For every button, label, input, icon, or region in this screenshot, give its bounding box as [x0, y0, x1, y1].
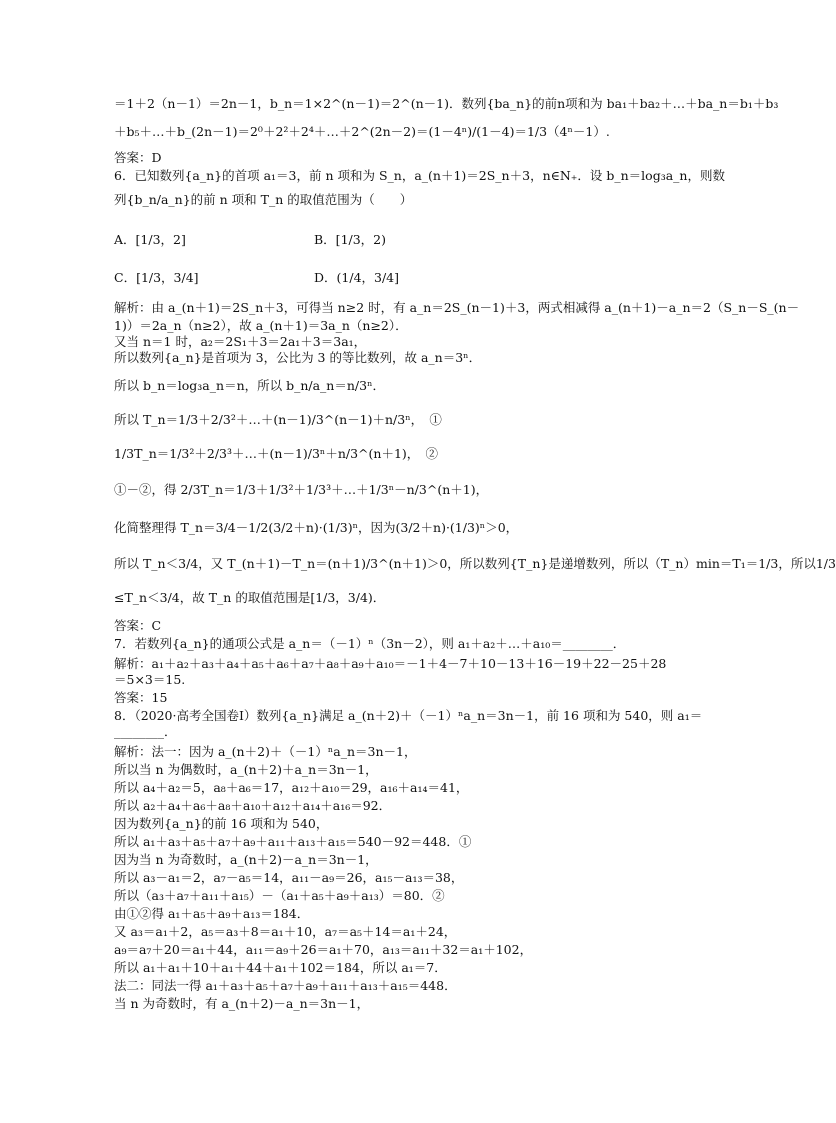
- solution-6-line-8: ①－②，得 2/3T_n＝1/3＋1/3²＋1/3³＋…＋1/3ⁿ－n/3^(n＋1)，: [114, 482, 489, 497]
- solution-8-line-15: 当 n 为奇数时，有 a_(n＋2)－a_n＝3n－1，: [114, 996, 370, 1011]
- solution-8-line-13: 所以 a₁＋a₁＋10＋a₁＋44＋a₁＋102＝184，所以 a₁＝7．: [114, 960, 447, 975]
- solution-6-line-3: 又当 n＝1 时，a₂＝2S₁＋3＝2a₁＋3＝3a₁，: [114, 334, 367, 349]
- question-6-line-1: 6．已知数列{a_n}的首项 a₁＝3，前 n 项和为 S_n，a_(n＋1)＝2S_n＋3，n∈N₊．设 b_n＝log₃a_n，则数: [114, 168, 725, 183]
- solution-6-line-4: 所以数列{a_n}是首项为 3，公比为 3 的等比数列，故 a_n＝3ⁿ．: [114, 350, 482, 365]
- question-8-line-2: ________．: [114, 724, 177, 739]
- answer-5: 答案：D: [114, 150, 162, 165]
- solution-8-line-7: 因为当 n 为奇数时，a_(n＋2)－a_n＝3n－1，: [114, 852, 378, 867]
- solution-6-line-5: 所以 b_n＝log₃a_n＝n，所以 b_n/a_n＝n/3ⁿ．: [114, 378, 385, 393]
- solution-8-line-4: 所以 a₂＋a₄＋a₆＋a₈＋a₁₀＋a₁₂＋a₁₄＋a₁₆＝92．: [114, 798, 392, 813]
- option-d: D．(1/4，3/4]: [314, 270, 400, 285]
- solution-8-line-3: 所以 a₄＋a₂＝5，a₈＋a₆＝17，a₁₂＋a₁₀＝29，a₁₆＋a₁₄＝41，: [114, 780, 469, 795]
- solution-8-line-10: 由①②得 a₁＋a₅＋a₉＋a₁₃＝184．: [114, 906, 310, 921]
- solution-6-line-1: 解析：由 a_(n＋1)＝2S_n＋3，可得当 n≥2 时，有 a_n＝2S_(n－1)＋3，两式相减得 a_(n＋1)－a_n＝2（S_n－S_(n－: [114, 300, 800, 315]
- answer-7: 答案：15: [114, 690, 168, 705]
- question-7: 7．若数列{a_n}的通项公式是 a_n＝（－1）ⁿ（3n－2），则 a₁＋a₂＋…＋a₁₀＝________．: [114, 636, 626, 651]
- solution-8-line-5: 因为数列{a_n}的前 16 项和为 540，: [114, 816, 329, 831]
- question-8-line-1: 8．（2020·高考全国卷Ⅰ）数列{a_n}满足 a_(n＋2)＋（－1）ⁿa_n＝3n－1，前 16 项和为 540，则 a₁＝: [114, 708, 703, 723]
- solution-8-line-11: 又 a₃＝a₁＋2，a₅＝a₃＋8＝a₁＋10，a₇＝a₅＋14＝a₁＋24，: [114, 924, 457, 939]
- solution-6-line-10: 所以 T_n＜3/4，又 T_(n＋1)－T_n＝(n＋1)/3^(n＋1)＞0，所以数列{T_n}是递增数列，所以（T_n）min＝T₁＝1/3，所以1/3: [114, 556, 836, 571]
- solution-6-line-9: 化简整理得 T_n＝3/4－1/2(3/2＋n)·(1/3)ⁿ，因为(3/2＋n)·(1/3)ⁿ＞0，: [114, 520, 519, 535]
- answer-6: 答案：C: [114, 618, 162, 633]
- question-6-line-2: 列{b_n/a_n}的前 n 项和 T_n 的取值范围为（ ）: [114, 192, 413, 207]
- option-c: C．[1/3，3/4]: [114, 270, 199, 285]
- solution-6-line-2: 1)）＝2a_n（n≥2），故 a_(n＋1)＝3a_n（n≥2）．: [114, 318, 408, 333]
- solution-8-line-8: 所以 a₃－a₁＝2，a₇－a₅＝14，a₁₁－a₉＝26，a₁₅－a₁₃＝38，: [114, 870, 464, 885]
- question-6-options-cd: [114, 270, 694, 286]
- text-line-1: ＝1＋2（n－1）＝2n－1，b_n＝1×2^(n－1)＝2^(n－1)．数列{ba_n}的前n项和为 ba₁＋ba₂＋…＋ba_n＝b₁＋b₃: [114, 96, 779, 111]
- option-b: B．[1/3，2): [314, 232, 387, 247]
- solution-6-line-7: 1/3T_n＝1/3²＋2/3³＋…＋(n－1)/3ⁿ＋n/3^(n＋1)， ②: [114, 446, 439, 461]
- solution-7-line-2: ＝5×3＝15.: [114, 672, 186, 687]
- option-a: A．[1/3，2]: [114, 232, 186, 247]
- solution-8-line-1: 解析：法一：因为 a_(n＋2)＋（－1）ⁿa_n＝3n－1，: [114, 744, 417, 759]
- solution-8-line-12: a₉＝a₇＋20＝a₁＋44，a₁₁＝a₉＋26＝a₁＋70，a₁₃＝a₁₁＋32＝a₁＋102，: [114, 942, 533, 957]
- solution-8-line-14: 法二：同法一得 a₁＋a₃＋a₅＋a₇＋a₉＋a₁₁＋a₁₃＋a₁₅＝448．: [114, 978, 457, 993]
- solution-6-line-11: ≤T_n＜3/4，故 T_n 的取值范围是[1/3，3/4)．: [114, 590, 386, 605]
- solution-8-line-9: 所以（a₃＋a₇＋a₁₁＋a₁₅）－（a₁＋a₅＋a₉＋a₁₃）＝80．②: [114, 888, 445, 903]
- question-6-options-ab: [114, 232, 694, 248]
- solution-8-line-2: 所以当 n 为偶数时，a_(n＋2)＋a_n＝3n－1，: [114, 762, 378, 777]
- solution-7-line-1: 解析：a₁＋a₂＋a₃＋a₄＋a₅＋a₆＋a₇＋a₈＋a₉＋a₁₀＝－1＋4－7＋10－13＋16－19＋22－25＋28: [114, 656, 667, 671]
- solution-8-line-6: 所以 a₁＋a₃＋a₅＋a₇＋a₉＋a₁₁＋a₁₃＋a₁₅＝540－92＝448．①: [114, 834, 472, 849]
- solution-6-line-6: 所以 T_n＝1/3＋2/3²＋…＋(n－1)/3^(n－1)＋n/3ⁿ， ①: [114, 412, 442, 427]
- text-line-2: ＋b₅＋…＋b_(2n－1)＝2⁰＋2²＋2⁴＋…＋2^(2n－2)＝(1－4ⁿ)/(1－4)＝1/3（4ⁿ－1）.: [114, 124, 610, 139]
